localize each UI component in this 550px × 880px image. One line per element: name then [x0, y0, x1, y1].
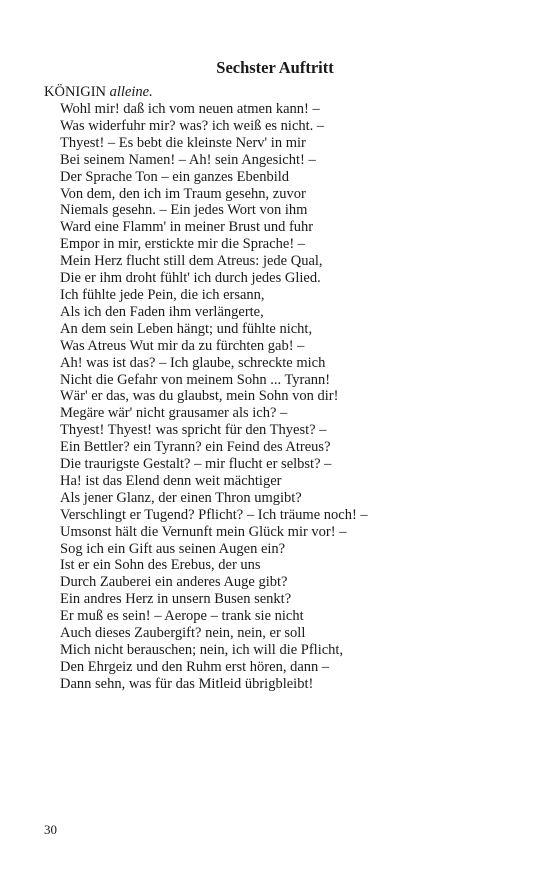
verse-line: Mich nicht berauschen; nein, ich will die Pflicht,: [60, 642, 344, 658]
verse-line: Nicht die Gefahr von meinem Sohn ... Tyrann!: [60, 371, 331, 388]
verse-line: Empor in mir, erstickte mir die Sprache! –: [60, 236, 306, 253]
verse-line: Ein andres Herz in unsern Busen senkt?: [60, 591, 292, 608]
verse-line: Ein Bettler? ein Tyrann? ein Feind des Atreus?: [60, 439, 331, 456]
verse-line: Was widerfuhr mir? was? ich weiß es nicht. –: [60, 117, 325, 134]
verse-line: Wohl mir! daß ich vom neuen atmen kann! –: [60, 101, 320, 117]
verse-line: Verschlingt er Tugend? Pflicht? – Ich träume noch! –: [60, 506, 368, 523]
speaker-name: KÖNIGIN: [44, 84, 107, 100]
verse-line: Thyest! – Es bebt die kleinste Nerv' in mir: [60, 134, 306, 151]
speaker-line: [44, 84, 153, 101]
verse-line: Er muß es sein! – Aerope – trank sie nicht: [60, 608, 304, 625]
verse-line: Umsonst hält die Vernunft mein Glück mir vor! –: [60, 523, 347, 540]
verse-line: Ich fühlte jede Pein, die ich ersann,: [60, 286, 265, 303]
verse-line: Ward eine Flamm' in meiner Brust und fuhr: [60, 219, 314, 236]
verse-line: Die traurigste Gestalt? – mir flucht er selbst? –: [60, 456, 332, 473]
verse-line: Wär' er das, was du glaubst, mein Sohn von dir!: [60, 388, 339, 405]
verse-line: Als jener Glanz, der einen Thron umgibt?: [60, 489, 302, 506]
verse-line: Niemals gesehn. – Ein jedes Wort von ihm: [60, 202, 308, 219]
stage-direction: alleine.: [109, 84, 153, 100]
verse-line: Sog ich ein Gift aus seinen Augen ein?: [60, 540, 286, 557]
verse-line: Bei seinem Namen! – Ah! sein Angesicht! –: [60, 151, 316, 168]
verse-line: Als ich den Faden ihm verlängerte,: [60, 303, 264, 320]
verse-line: Ist er ein Sohn des Erebus, der uns: [60, 557, 261, 574]
verse-line: Megäre wär' nicht grausamer als ich? –: [60, 405, 288, 422]
page-number: 30: [44, 822, 57, 837]
verse-line: Von dem, den ich im Traum gesehn, zuvor: [60, 185, 306, 202]
verse-line: Thyest! Thyest! was spricht für den Thyest? –: [60, 422, 327, 439]
verse-line: An dem sein Leben hängt; und fühlte nicht,: [60, 320, 313, 337]
verse-line: Was Atreus Wut mir da zu fürchten gab! –: [60, 337, 305, 354]
verse-line: Dann sehn, was für das Mitleid übrigbleibt!: [60, 675, 314, 692]
verse-passage: [60, 101, 368, 693]
scene-title: Sechster Auftritt: [216, 58, 334, 77]
verse-line: Die er ihm droht fühlt' ich durch jedes Glied.: [60, 270, 321, 287]
verse-line: Den Ehrgeiz und den Ruhm erst hören, dann –: [60, 658, 330, 675]
verse-line: Ha! ist das Elend denn weit mächtiger: [60, 472, 282, 489]
verse-line: Ah! was ist das? – Ich glaube, schreckte mich: [60, 354, 326, 371]
verse-line: Auch dieses Zaubergift? nein, nein, er soll: [60, 625, 306, 642]
verse-line: Mein Herz flucht still dem Atreus: jede Qual,: [60, 253, 323, 270]
verse-line: Der Sprache Ton – ein ganzes Ebenbild: [60, 168, 290, 185]
verse-line: Durch Zauberei ein anderes Auge gibt?: [60, 574, 288, 591]
